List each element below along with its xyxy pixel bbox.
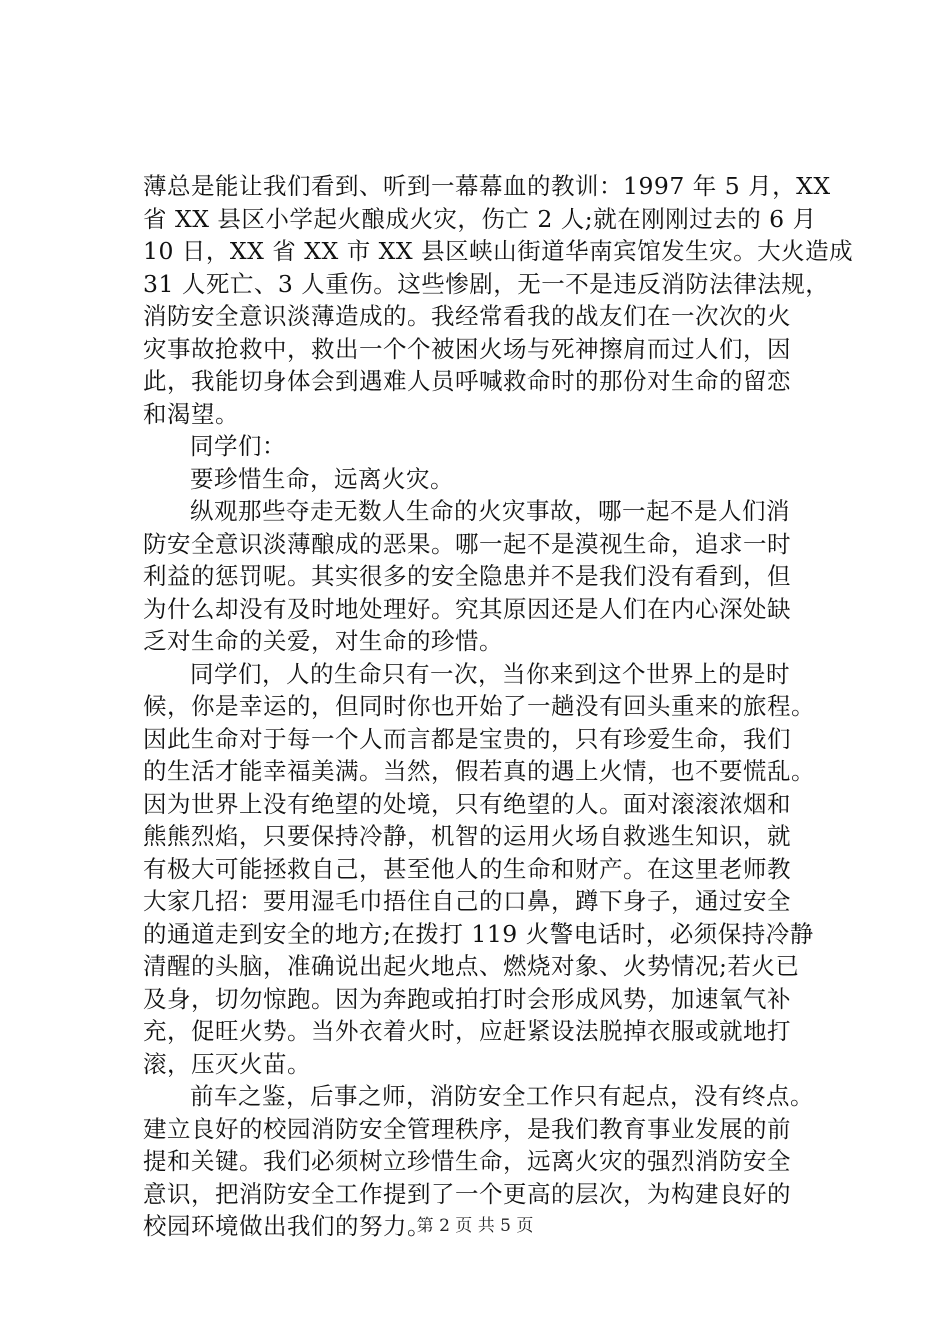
text-line: 的通道走到安全的地方;在拨打 119 火警电话时，必须保持冷静 [143, 919, 814, 948]
text-line: 因为世界上没有绝望的处境，只有绝望的人。面对滚滚浓烟和 [143, 789, 791, 818]
paragraph [143, 430, 843, 463]
text-line: 纵观那些夺走无数人生命的火灾事故，哪一起不是人们消 [190, 497, 790, 525]
text-line: 此，我能切身体会到遇难人员呼喊救命时的那份对生命的留恋 [143, 367, 791, 395]
text-line: 要珍惜生命，远离火灾。 [190, 464, 454, 493]
document-body [143, 170, 854, 1243]
text-line: 灾事故抢救中，救出一个个被困火场与死神擦肩而过人们，因 [143, 334, 791, 363]
text-line: 利益的惩罚呢。其实很多的安全隐患并不是我们没有看到，但 [143, 562, 791, 590]
text-line: 意识，把消防安全工作提到了一个更高的层次，为构建良好的 [143, 1179, 791, 1208]
paragraph [143, 658, 843, 1081]
paragraph [143, 170, 854, 430]
text-line: 31 人死亡、3 人重伤。这些惨剧，无一不是违反消防法律法规， [143, 269, 830, 298]
text-line: 同学们，人的生命只有一次，当你来到这个世界上的是时 [190, 659, 790, 688]
text-line: 候，你是幸运的，但同时你也开始了一趟没有回头重来的旅程。 [143, 692, 815, 720]
text-line: 消防安全意识淡薄造成的。我经常看我的战友们在一次次的火 [143, 302, 791, 330]
text-line: 提和关键。我们必须树立珍惜生命，远离火灾的强烈消防安全 [143, 1147, 791, 1175]
text-line: 省 XX 县区小学起火酿成火灾，伤亡 2 人;就在刚刚过去的 6 月 [143, 204, 817, 233]
text-line: 充，促旺火势。当外衣着火时，应赶紧设法脱掉衣服或就地打 [143, 1017, 791, 1045]
text-line: 的生活才能幸福美满。当然，假若真的遇上火情，也不要慌乱。 [143, 757, 815, 785]
paragraph [143, 463, 843, 496]
text-line: 前车之鉴，后事之师，消防安全工作只有起点，没有终点。 [190, 1082, 814, 1110]
text-line: 防安全意识淡薄酿成的恶果。哪一起不是漠视生命，追求一时 [143, 529, 791, 558]
paragraph [143, 495, 843, 658]
page-footer: 第 2 页 共 5 页 [416, 1216, 534, 1236]
text-line: 及身，切勿惊跑。因为奔跑或拍打时会形成风势，加速氧气补 [143, 984, 791, 1013]
text-line: 和渴望。 [143, 399, 239, 428]
text-line: 乏对生命的关爱，对生命的珍惜。 [143, 627, 503, 655]
text-line: 滚，压灭火苗。 [143, 1049, 311, 1078]
text-line: 为什么却没有及时地处理好。究其原因还是人们在内心深处缺 [143, 594, 791, 623]
text-line: 建立良好的校园消防安全管理秩序，是我们教育事业发展的前 [143, 1114, 791, 1143]
text-line: 10 日，XX 省 XX 市 XX 县区峡山街道华南宾馆发生灾。大火造成 [143, 237, 854, 265]
text-line: 薄总是能让我们看到、听到一幕幕血的教训：1997 年 5 月，XX [143, 172, 831, 200]
text-line: 同学们： [190, 432, 286, 460]
text-line: 清醒的头脑，准确说出起火地点、燃烧对象、火势情况;若火已 [143, 952, 800, 980]
text-line: 因此生命对于每一个人而言都是宝贵的，只有珍爱生命，我们 [143, 724, 791, 753]
text-line: 校园环境做出我们的努力。 [143, 1212, 431, 1240]
text-line: 大家几招：要用湿毛巾捂住自己的口鼻，蹲下身子，通过安全 [143, 887, 791, 915]
text-line: 有极大可能拯救自己，甚至他人的生命和财产。在这里老师教 [143, 854, 791, 883]
text-line: 熊熊烈焰，只要保持冷静，机智的运用火场自救逃生知识，就 [143, 822, 791, 850]
